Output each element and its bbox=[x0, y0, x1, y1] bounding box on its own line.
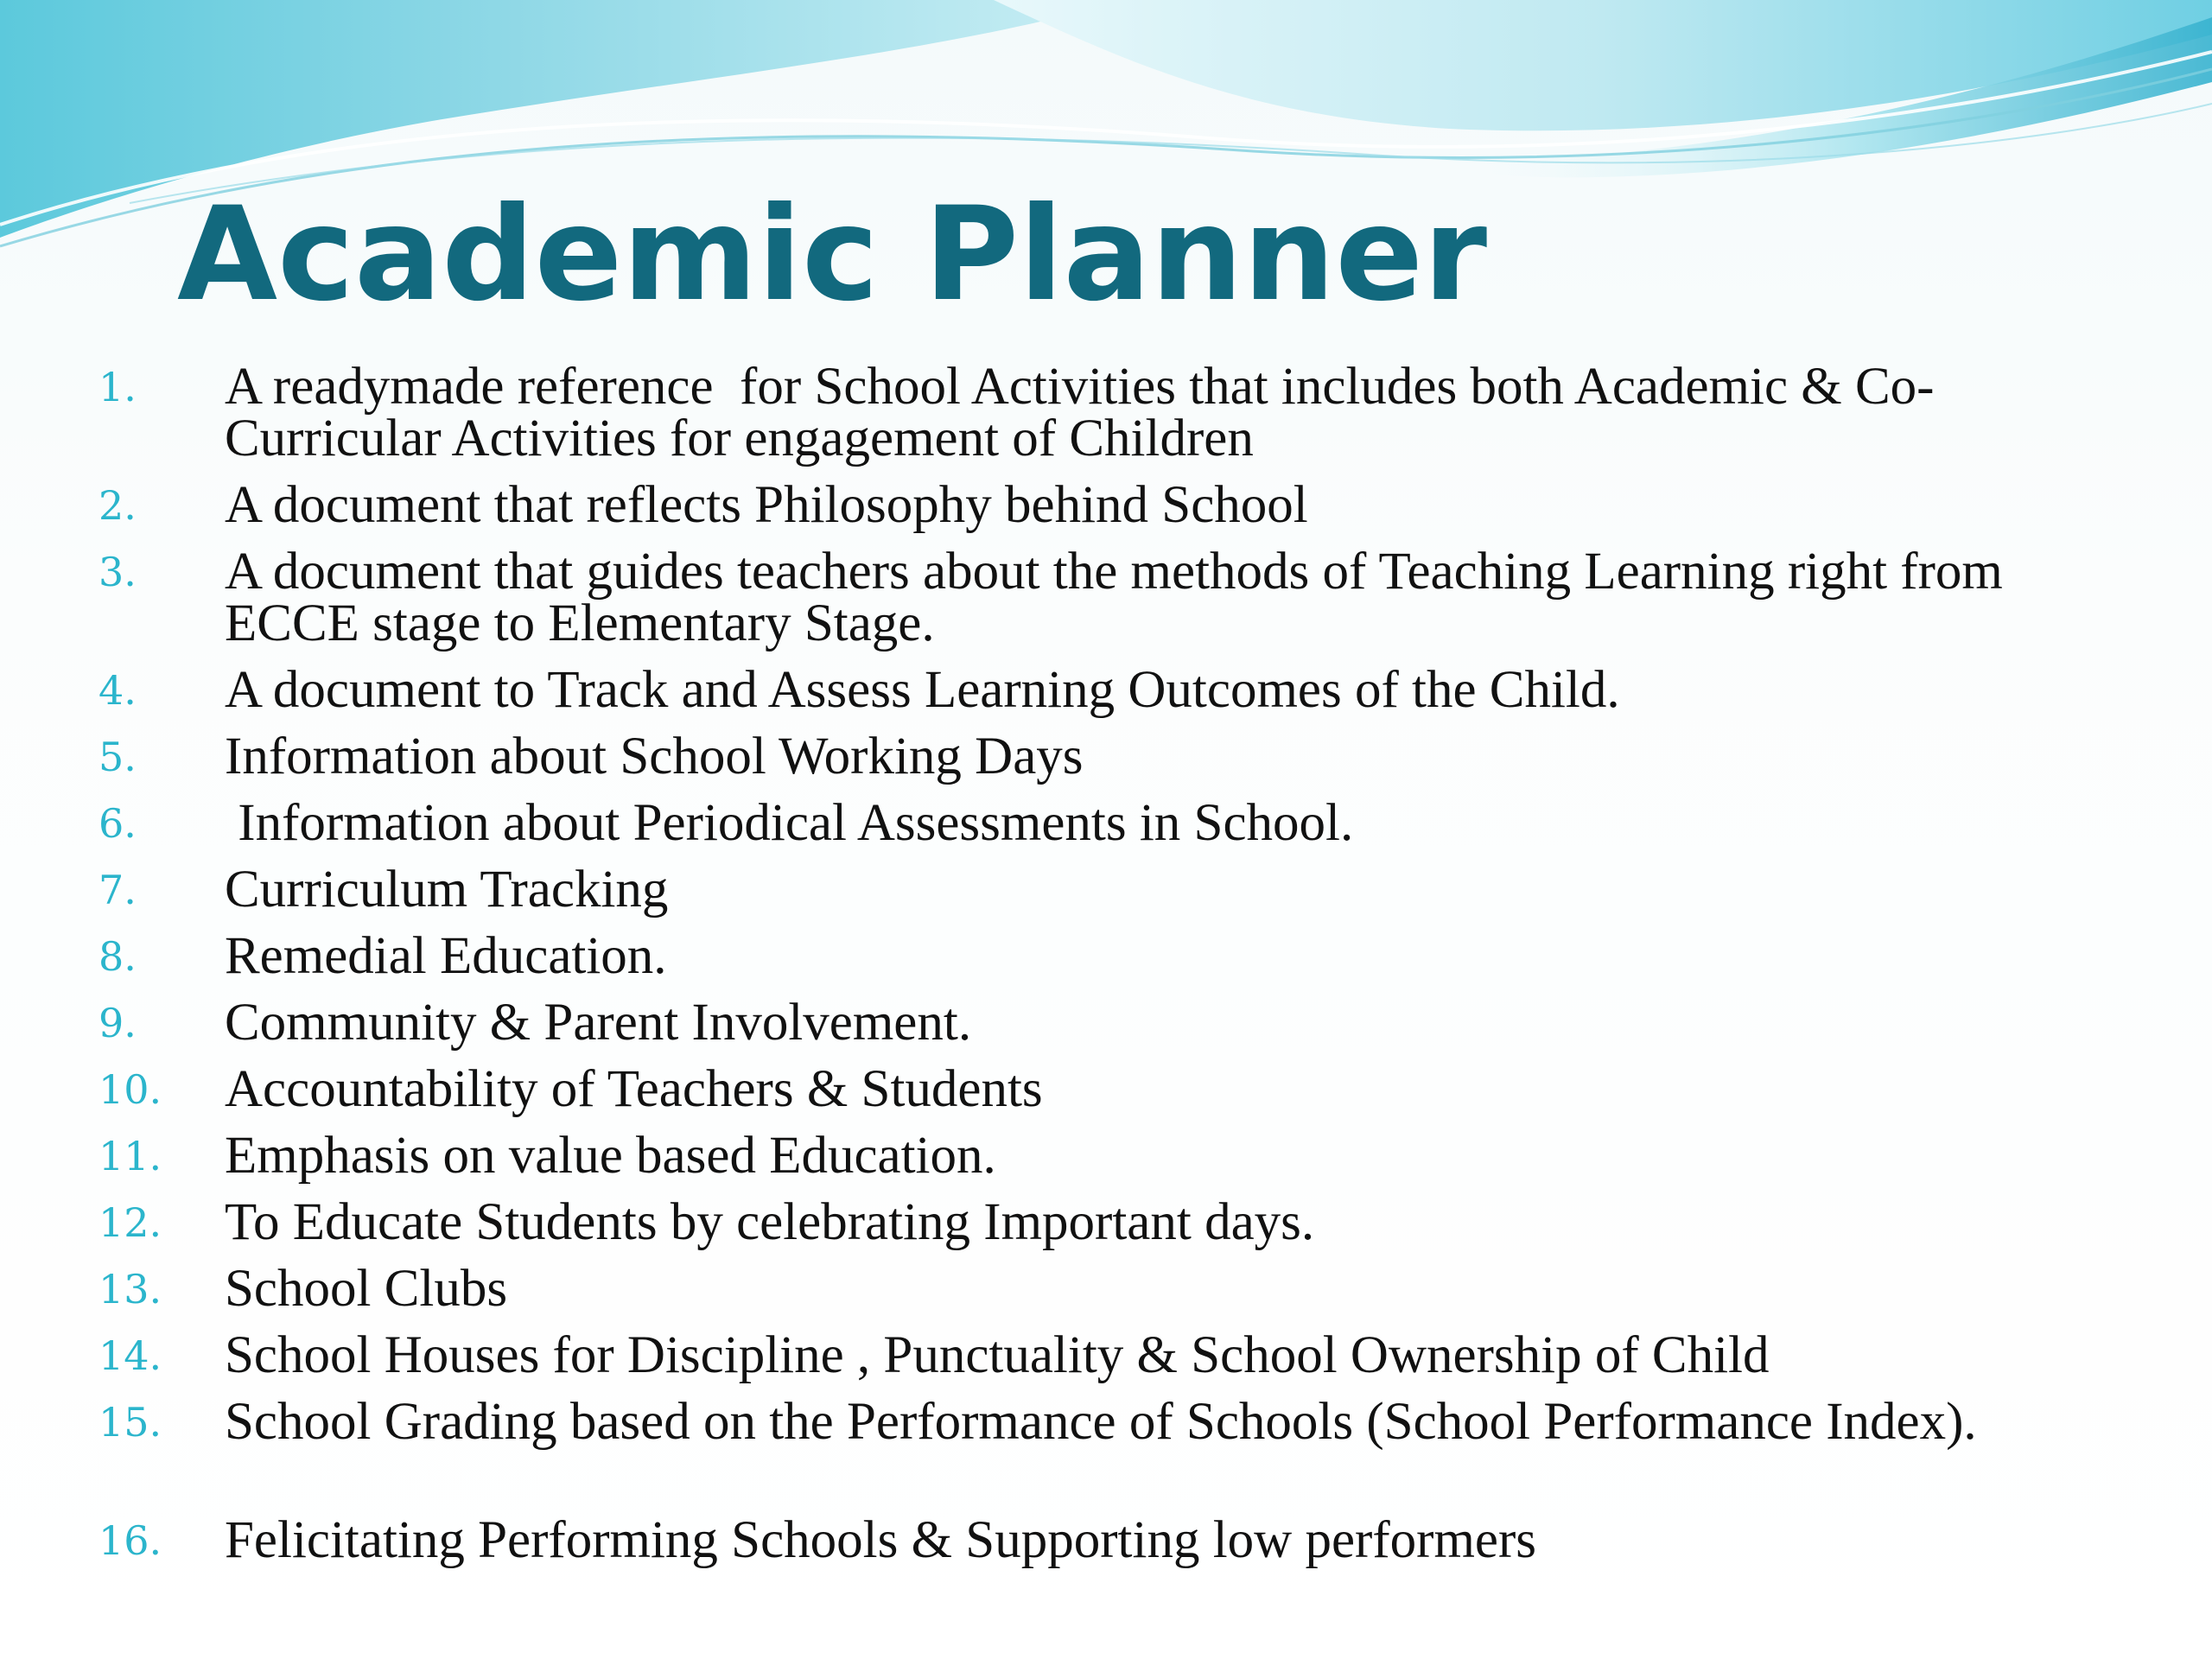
list-number: 16. bbox=[99, 1517, 162, 1564]
list-item bbox=[0, 661, 2212, 731]
list-item bbox=[0, 994, 2212, 1064]
list-item bbox=[0, 1326, 2212, 1396]
list-item bbox=[0, 794, 2212, 864]
list-item bbox=[0, 1193, 2212, 1263]
list-item bbox=[0, 1393, 2212, 1515]
list-item bbox=[0, 1060, 2212, 1130]
list-item bbox=[0, 543, 2212, 664]
list-number: 6. bbox=[99, 800, 137, 847]
list-number: 1. bbox=[99, 364, 137, 410]
list-number: 3. bbox=[99, 549, 137, 595]
list-number: 7. bbox=[99, 867, 137, 913]
list-item bbox=[0, 358, 2212, 480]
list-text: Community & Parent Involvement. bbox=[225, 994, 972, 1052]
list-number: 4. bbox=[99, 667, 137, 714]
list-number: 9. bbox=[99, 1000, 137, 1046]
list-item bbox=[0, 1127, 2212, 1197]
list-text: Remedial Education. bbox=[225, 927, 667, 985]
list-number: 5. bbox=[99, 734, 137, 780]
list-text: A document that guides teachers about the methods of Teaching Learning right from ECCE stage to Elementary Stage. bbox=[225, 543, 2017, 652]
list-item bbox=[0, 728, 2212, 798]
list-number: 2. bbox=[99, 482, 137, 529]
list-text: Curriculum Tracking bbox=[225, 861, 669, 918]
planner-list bbox=[0, 358, 2212, 1581]
list-text: Information about School Working Days bbox=[225, 728, 1084, 785]
list-item bbox=[0, 1260, 2212, 1330]
list-text: School Grading based on the Performance of Schools (School Performance Index). bbox=[225, 1393, 1977, 1451]
list-text: A readymade reference for School Activities that includes both Academic & Co-Curricular Activities for engagement of Children bbox=[225, 358, 1935, 467]
list-number: 14. bbox=[99, 1332, 162, 1379]
list-number: 15. bbox=[99, 1399, 162, 1446]
list-number: 11. bbox=[99, 1133, 162, 1179]
list-item bbox=[0, 476, 2212, 546]
list-text: School Houses for Discipline , Punctuality & School Ownership of Child bbox=[225, 1326, 1770, 1384]
list-number: 12. bbox=[99, 1199, 162, 1246]
list-text: To Educate Students by celebrating Important days. bbox=[225, 1193, 1315, 1251]
list-number: 13. bbox=[99, 1266, 162, 1313]
list-item bbox=[0, 927, 2212, 997]
list-text: Felicitating Performing Schools & Supporting low performers bbox=[225, 1511, 1537, 1569]
list-item bbox=[0, 861, 2212, 931]
list-item bbox=[0, 1511, 2212, 1581]
list-number: 8. bbox=[99, 933, 137, 980]
list-text: A document that reflects Philosophy behind School bbox=[225, 476, 1308, 534]
list-text: Emphasis on value based Education. bbox=[225, 1127, 996, 1185]
list-text: School Clubs bbox=[225, 1260, 508, 1318]
list-number: 10. bbox=[99, 1066, 162, 1113]
list-text: Information about Periodical Assessments in School. bbox=[225, 794, 1354, 852]
list-text: A document to Track and Assess Learning Outcomes of the Child. bbox=[225, 661, 1620, 719]
list-text: Accountability of Teachers & Students bbox=[225, 1060, 1043, 1118]
page-title: Academic Planner bbox=[177, 180, 1488, 330]
